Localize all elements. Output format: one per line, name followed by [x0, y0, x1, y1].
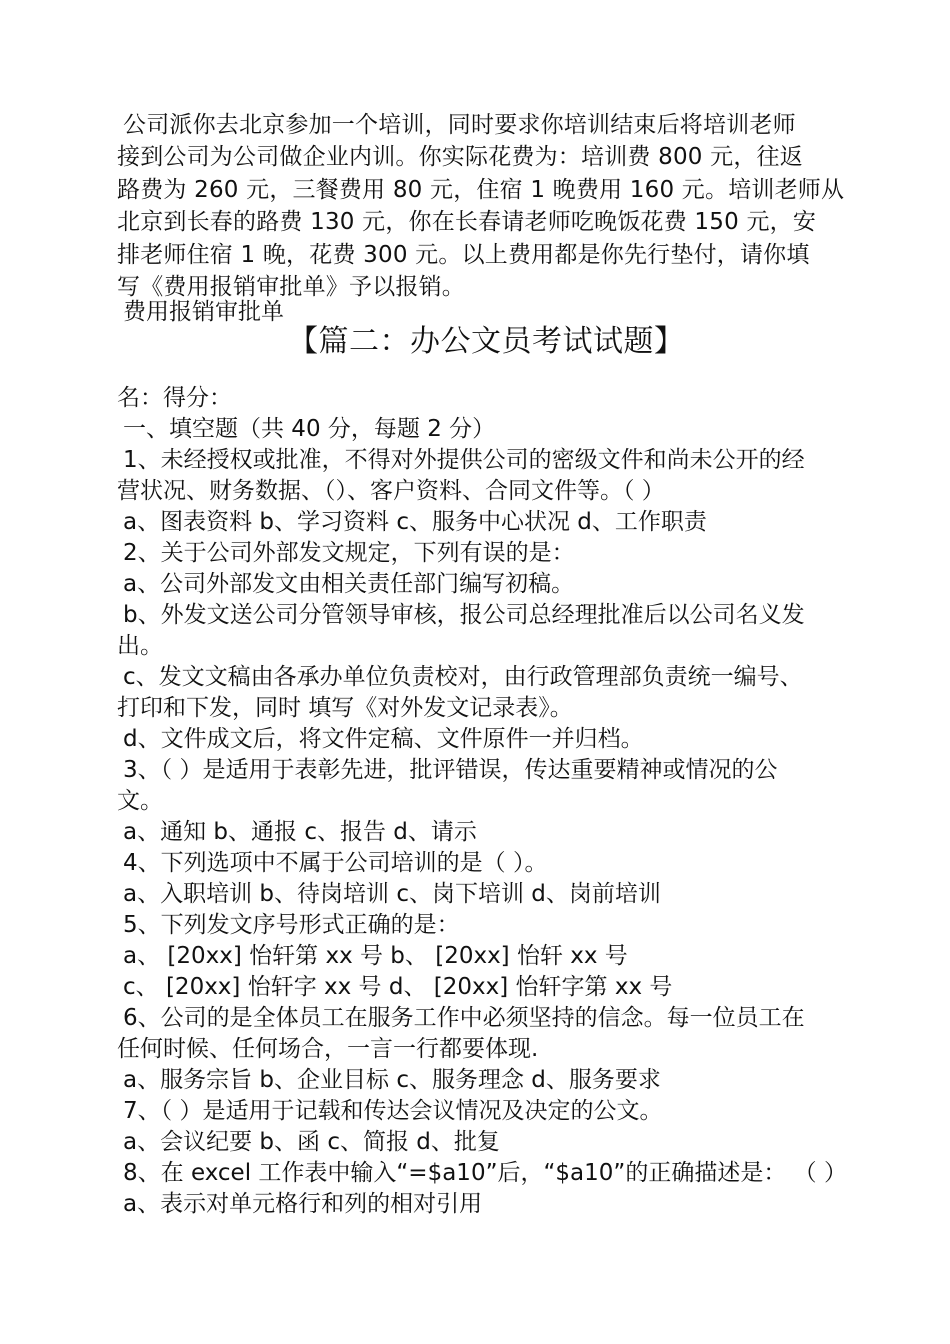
intro-line: 路费为 260 元，三餐费用 80 元，住宿 1 晚费用 160 元。培训老师从: [117, 176, 845, 203]
exam-section-heading: 一、填空题（共 40 分，每题 2 分）: [123, 416, 496, 442]
exam-line: 出。: [117, 633, 163, 659]
exam-line: a、通知 b、通报 c、报告 d、请示: [123, 819, 477, 845]
intro-line: 北京到长春的路费 130 元，你在长春请老师吃晚饭花费 150 元，安: [117, 209, 817, 236]
exam-line: a、图表资料 b、学习资料 c、服务中心状况 d、工作职责: [123, 509, 707, 535]
exam-line: a、表示对单元格行和列的相对引用: [123, 1191, 483, 1217]
section-title: 【篇二：办公文员考试试题】: [288, 324, 685, 359]
exam-line: a、公司外部发文由相关责任部门编写初稿。: [123, 571, 575, 597]
exam-line: a、 [20xx] 怡轩第 xx 号 b、 [20xx] 怡轩 xx 号: [123, 943, 628, 969]
exam-line: a、会议纪要 b、函 c、简报 d、批复: [123, 1129, 500, 1155]
exam-line: 5、下列发文序号形式正确的是：: [123, 912, 460, 938]
intro-line: 排老师住宿 1 晚，花费 300 元。以上费用都是你先行垫付，请你填: [117, 241, 810, 268]
exam-line: 3、（ ）是适用于表彰先进，批评错误，传达重要精神或情况的公: [123, 757, 778, 783]
exam-line: 任何时候、任何场合，一言一行都要体现.: [117, 1036, 539, 1062]
exam-line: 打印和下发，同时 填写《对外发文记录表》。: [117, 695, 573, 721]
exam-header: 名：得分：: [117, 385, 232, 411]
exam-body: [117, 383, 857, 1220]
exam-line: d、文件成文后，将文件定稿、文件原件一并归档。: [123, 726, 644, 752]
exam-line: 2、关于公司外部发文规定，下列有误的是：: [123, 540, 575, 566]
exam-line: 4、下列选项中不属于公司培训的是（ ）。: [123, 850, 548, 876]
exam-line: a、服务宗旨 b、企业目标 c、服务理念 d、服务要求: [123, 1067, 661, 1093]
exam-line: 7、（ ）是适用于记载和传达会议情况及决定的公文。: [123, 1098, 663, 1124]
exam-line: 8、在 excel 工作表中输入“=$a10”后，“$a10”的正确描述是： （ ）: [123, 1160, 847, 1186]
exam-line: b、外发文送公司分管领导审核，报公司总经理批准后以公司名义发: [123, 602, 805, 628]
exam-line: a、入职培训 b、待岗培训 c、岗下培训 d、岗前培训: [123, 881, 661, 907]
exam-line: 文。: [117, 788, 163, 814]
exam-line: 1、未经授权或批准，不得对外提供公司的密级文件和尚未公开的经: [123, 447, 805, 473]
exam-line: 6、公司的是全体员工在服务工作中必须坚持的信念。每一位员工在: [123, 1005, 805, 1031]
exam-line: c、发文文稿由各承办单位负责校对，由行政管理部负责统一编号、: [123, 664, 803, 690]
intro-line: 公司派你去北京参加一个培训，同时要求你培训结束后将培训老师: [123, 112, 796, 138]
intro-line: 写《费用报销审批单》予以报销。: [117, 274, 465, 301]
exam-line: c、 [20xx] 怡轩字 xx 号 d、 [20xx] 怡轩字第 xx 号: [123, 974, 673, 1000]
exam-line: 营状况、财务数据、（）、客户资料、合同文件等。（ ）: [117, 478, 665, 504]
intro-line: 接到公司为公司做企业内训。你实际花费为：培训费 800 元，往返: [117, 144, 803, 171]
form-label: 费用报销审批单: [123, 299, 284, 325]
intro-paragraph: [117, 109, 857, 303]
